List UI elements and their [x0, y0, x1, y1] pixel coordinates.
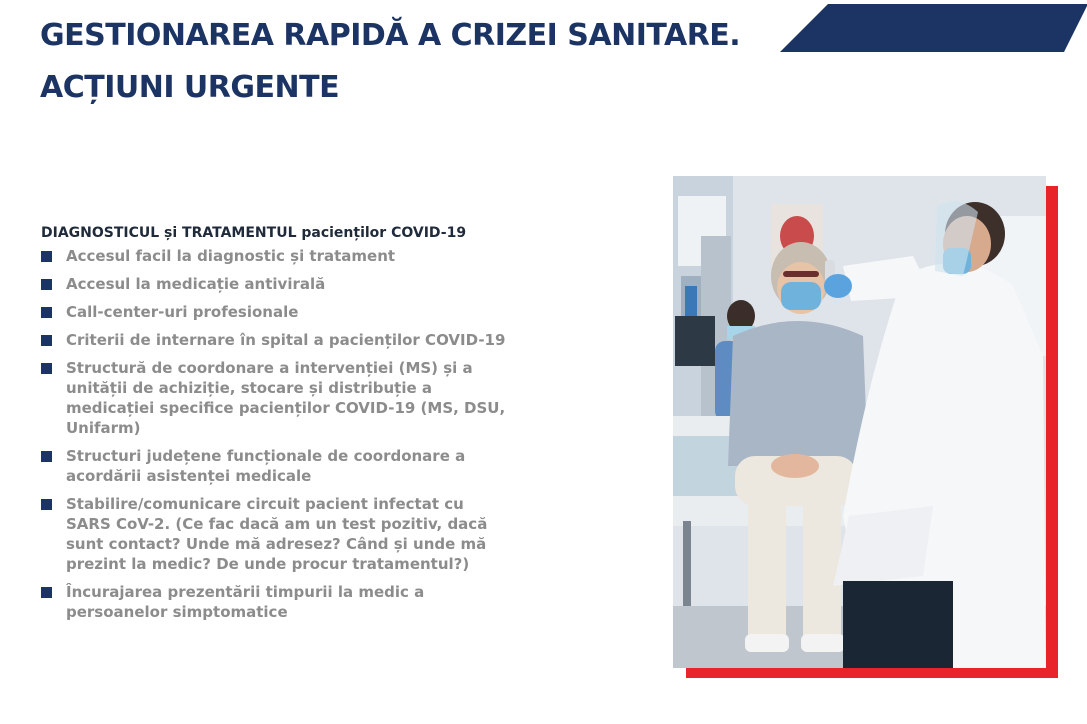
list-item	[41, 582, 511, 622]
bullet-square-icon	[41, 363, 52, 374]
bullet-square-icon	[41, 451, 52, 462]
list-item-text: Call-center-uri profesionale	[66, 303, 299, 321]
list-item-text: Încurajarea prezentării timpurii la medic a persoanelor simptomatice	[66, 583, 425, 621]
bullet-square-icon	[41, 307, 52, 318]
list-item	[41, 330, 511, 350]
list-item-text: Criterii de internare în spital a pacienților COVID-19	[66, 331, 506, 349]
list-item	[41, 494, 511, 574]
list-item	[41, 358, 511, 438]
page-title	[40, 10, 740, 114]
medical-consultation-photo	[673, 176, 1046, 668]
list-item-text: Stabilire/comunicare circuit pacient infectat cu SARS CoV-2. (Ce fac dacă am un test pozitiv, dacă sunt contact? Unde mă adresez? Când și unde mă prezint la medic? De unde procur tratamentul?)	[66, 495, 488, 573]
content-section	[41, 225, 511, 630]
list-item	[41, 246, 511, 266]
bullet-square-icon	[41, 279, 52, 290]
bullet-list	[41, 246, 511, 622]
list-item-text: Accesul la medicație antivirală	[66, 275, 326, 293]
bullet-square-icon	[41, 251, 52, 262]
bullet-square-icon	[41, 499, 52, 510]
list-item	[41, 302, 511, 322]
page-title-line-2: ACȚIUNI URGENTE	[40, 70, 340, 105]
page-title-line-1: GESTIONAREA RAPIDĂ A CRIZEI SANITARE.	[40, 18, 741, 53]
list-item	[41, 446, 511, 486]
list-item	[41, 274, 511, 294]
decorative-banner	[780, 4, 1087, 52]
list-item-text: Structură de coordonare a intervenției (MS) și a unității de achiziție, stocare și distribuție a medicației specifice pacienților COVID-19 (MS, DSU, Unifarm)	[66, 359, 506, 437]
bullet-square-icon	[41, 335, 52, 346]
section-heading: DIAGNOSTICUL și TRATAMENTUL pacienților COVID-19	[41, 225, 467, 241]
bullet-square-icon	[41, 587, 52, 598]
list-item-text: Accesul facil la diagnostic și tratament	[66, 247, 396, 265]
list-item-text: Structuri județene funcționale de coordonare a acordării asistenței medicale	[66, 447, 466, 485]
